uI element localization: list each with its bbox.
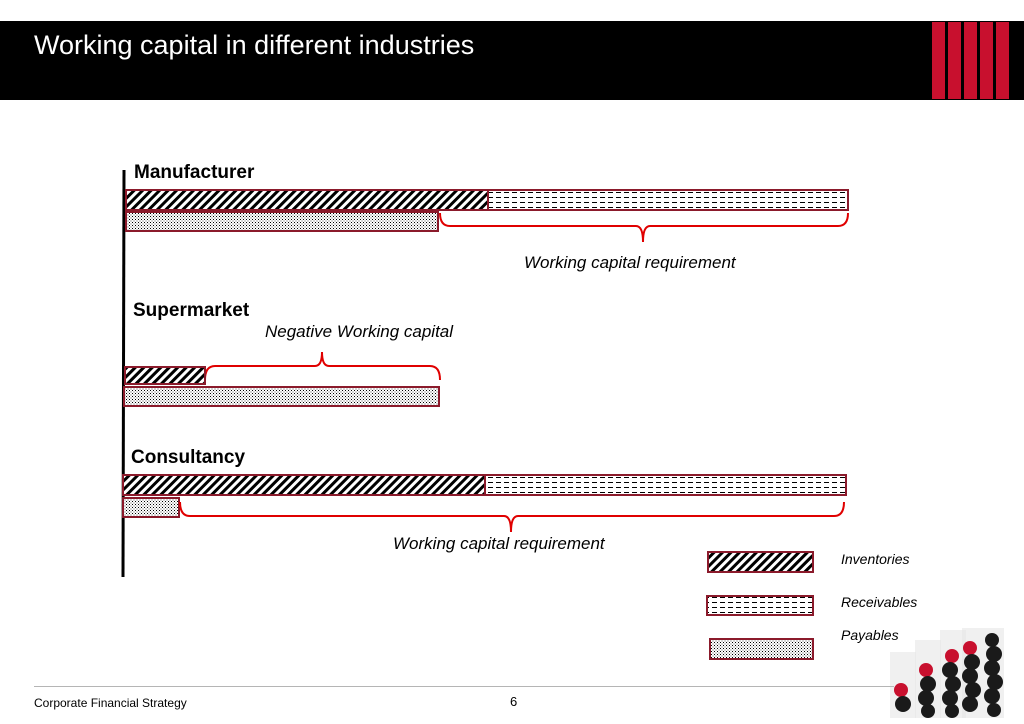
supermarket-label: Supermarket [133,300,250,321]
consultancy-brace [180,502,844,532]
consultancy-payables-bar [123,498,179,517]
legend-payables-label: Payables [841,627,899,643]
page-number: 6 [510,694,518,709]
manufacturer-label: Manufacturer [134,162,255,183]
legend-inventories-label: Inventories [841,551,910,567]
stacked-coins-image [890,628,1004,718]
manufacturer-receivables-bar [488,190,848,210]
page-title: Working capital in different industries [34,30,475,60]
manufacturer-payables-bar [126,212,438,231]
consultancy-label: Consultancy [131,447,246,468]
footer-label: Corporate Financial Strategy [34,696,187,710]
consultancy-inventories-bar [123,475,485,495]
supermarket-annotation: Negative Working capital [265,322,454,341]
manufacturer-annotation: Working capital requirement [524,253,736,272]
supermarket-payables-bar [124,387,439,406]
consultancy-annotation: Working capital requirement [393,534,605,553]
legend-receivables-swatch [707,596,813,615]
manufacturer-brace [440,213,848,242]
consultancy-receivables-bar [485,475,846,495]
supermarket-brace [205,352,440,380]
legend-inventories-swatch [708,552,813,572]
supermarket-inventories-bar [125,367,205,384]
footer-divider [34,686,894,687]
legend-receivables-label: Receivables [841,594,918,610]
legend-payables-swatch [710,639,813,659]
manufacturer-inventories-bar [126,190,488,210]
